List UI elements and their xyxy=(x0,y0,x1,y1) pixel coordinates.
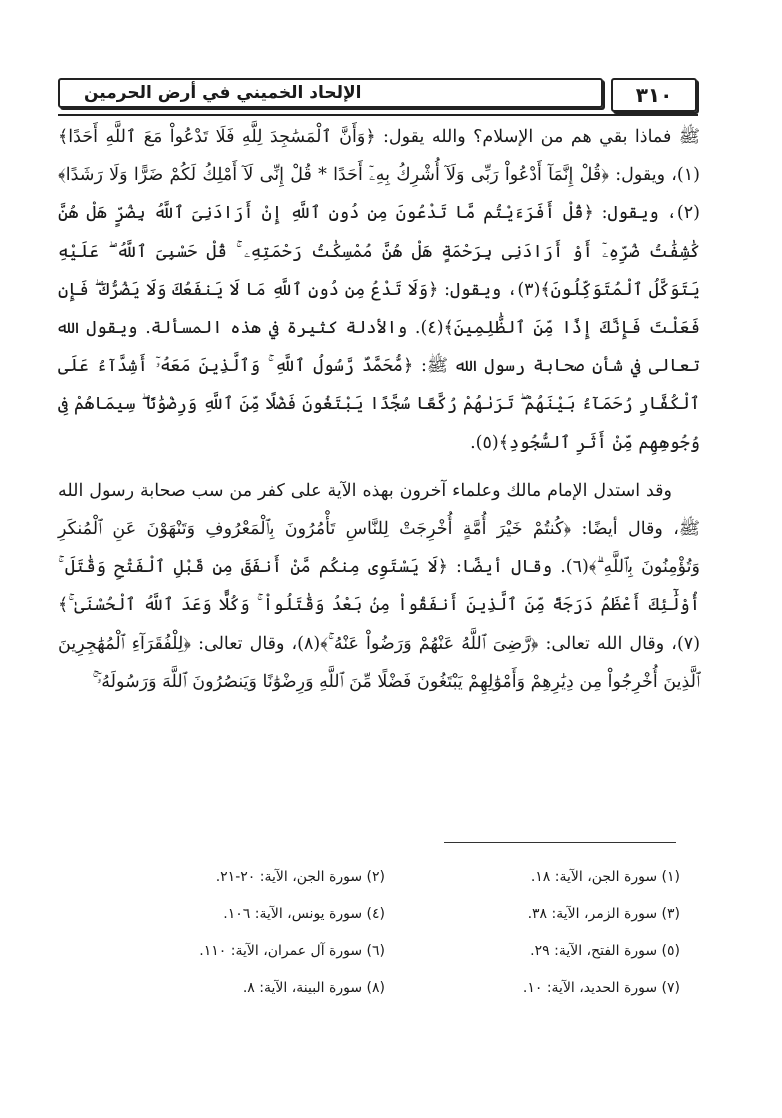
footnote-6: (٦) سورة آل عمران، الآية: ١١٠. xyxy=(199,942,385,959)
footnote-1: (١) سورة الجن، الآية: ١٨. xyxy=(530,868,680,885)
paragraph-1: ﷺ فماذا بقي هم من الإسلام؟ والله يقول: ﴿وَأَنَّ ٱلْمَسَٰجِدَ لِلَّهِ فَلَا تَدْعُواْ مَعَ ٱللَّهِ أَحَدًا﴾(١)، ويقول: ﴿قُلْ إِنَّمَآ أَدْعُواْ رَبِّى وَلَآ أُشْرِكُ بِهِۦٓ أَحَدًا * قُلْ إِنِّى لَآ أَمْلِكُ لَكُمْ ضَرًّا وَلَا رَشَدًا﴾(٢)، ويقول: ﴿قُلْ أَفَرَءَيْتُم مَّا تَدْعُونَ مِن دُونِ ٱللَّهِ إِنْ أَرَادَنِىَ ٱللَّهُ بِضُرٍّ هَلْ هُنَّ كَٰشِفَٰتُ ضُرِّهِۦٓ أَوْ أَرَادَنِى بِرَحْمَةٍ هَلْ هُنَّ مُمْسِكَٰتُ رَحْمَتِهِۦ ۚ قُلْ حَسْبِىَ ٱللَّهُ ۖ عَلَيْهِ يَتَوَكَّلُ ٱلْمُتَوَكِّلُونَ﴾(٣)، ويقول: ﴿وَلَا تَدْعُ مِن دُونِ ٱللَّهِ مَا لَا يَنفَعُكَ وَلَا يَضُرُّكَ ۖ فَإِن فَعَلْتَ فَإِنَّكَ إِذًا مِّنَ ٱلظَّٰلِمِينَ﴾(٤). والأدلة كثيرة في هذه المسألة. ويقول الله تعالى في شأن صحابة رسول الله ﷺ: ﴿مُّحَمَّدٌ رَّسُولُ ٱللَّهِ ۚ وَٱلَّذِينَ مَعَهُۥٓ أَشِدَّآءُ عَلَى ٱلْكُفَّارِ رُحَمَآءُ بَيْنَهُمْ ۖ تَرَىٰهُمْ رُكَّعًا سُجَّدًا يَبْتَغُونَ فَضْلًا مِّنَ ٱللَّهِ وَرِضْوَٰنًا ۖ سِيمَاهُمْ فِى وُجُوهِهِم مِّنْ أَثَرِ ٱلسُّجُودِ﴾(٥). xyxy=(58,127,701,453)
body-text xyxy=(58,118,700,701)
title-box xyxy=(58,78,603,108)
footnote-row xyxy=(90,895,680,932)
footnote-3: (٣) سورة الزمر، الآية: ٣٨. xyxy=(527,905,680,922)
paragraph-2: وقد استدل الإمام مالك وعلماء آخرون بهذه الآية على كفر من سب صحابة رسول الله ﷺ، وقال أيضًا: ﴿كُنتُمْ خَيْرَ أُمَّةٍ أُخْرِجَتْ لِلنَّاسِ تَأْمُرُونَ بِٱلْمَعْرُوفِ وَتَنْهَوْنَ عَنِ ٱلْمُنكَرِ وَتُؤْمِنُونَ بِٱللَّهِ ۗ﴾(٦). وقال أيضًا: ﴿لَا يَسْتَوِى مِنكُم مَّنْ أَنفَقَ مِن قَبْلِ ٱلْفَتْحِ وَقَٰتَلَ ۚ أُوْلَٰٓئِكَ أَعْظَمُ دَرَجَةً مِّنَ ٱلَّذِينَ أَنفَقُواْ مِنۢ بَعْدُ وَقَٰتَلُواْ ۚ وَكُلًّا وَعَدَ ٱللَّهُ ٱلْحُسْنَىٰ ۚ﴾(٧)، وقال الله تعالى: ﴿رَّضِىَ ٱللَّهُ عَنْهُمْ وَرَضُواْ عَنْهُ ۚ﴾(٨)، وقال تعالى: ﴿لِلْفُقَرَآءِ ٱلْمُهَٰجِرِينَ ٱلَّذِينَ أُخْرِجُواْ مِن دِيَٰرِهِمْ وَأَمْوَٰلِهِمْ يَبْتَغُونَ فَضْلًا مِّنَ ٱللَّهِ وَرِضْوَٰنًا وَيَنصُرُونَ ٱللَّهَ وَرَسُولَهُۥٓ ۚ xyxy=(58,480,701,692)
footnote-5: (٥) سورة الفتح، الآية: ٢٩. xyxy=(530,942,680,959)
header-rule xyxy=(58,114,698,116)
footnote-row xyxy=(90,858,680,895)
running-title: الإلحاد الخميني في أرض الحرمين xyxy=(84,83,362,103)
footnote-2: (٢) سورة الجن، الآية: ٢٠-٢١. xyxy=(215,868,385,885)
footnotes xyxy=(90,858,680,1006)
footnote-separator xyxy=(444,842,676,843)
page-number: ٣١٠ xyxy=(635,83,673,107)
footnote-7: (٧) سورة الحديد، الآية: ١٠. xyxy=(522,979,680,996)
footnote-row xyxy=(90,969,680,1006)
footnote-row xyxy=(90,932,680,969)
footnote-8: (٨) سورة البينة، الآية: ٨. xyxy=(242,979,385,996)
page-number-box xyxy=(611,78,697,112)
page-header xyxy=(58,70,698,120)
footnote-4: (٤) سورة يونس، الآية: ١٠٦. xyxy=(223,905,385,922)
